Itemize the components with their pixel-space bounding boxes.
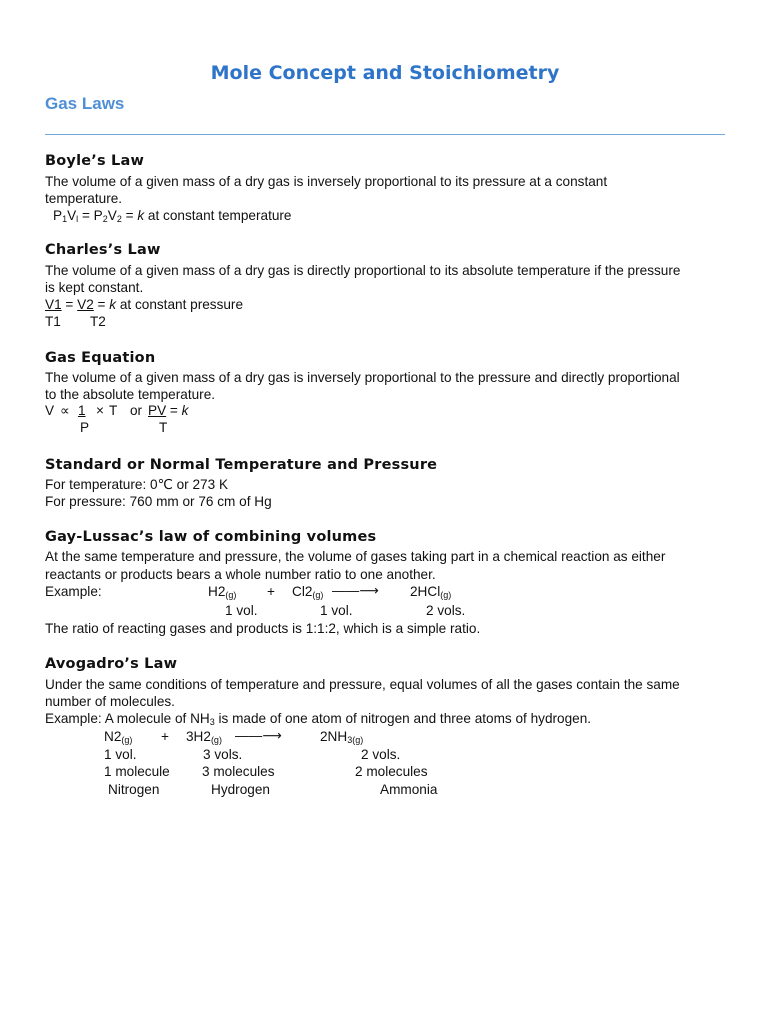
boyle-text-line-2: temperature. [45, 191, 123, 206]
gas-equation-denominator-p: P [80, 420, 90, 435]
avogadro-example: Example: A molecule of $NH_3$ is made of one atom of nitrogen and three atoms of hydrogen. [45, 711, 592, 727]
gas-equation-or: or [130, 403, 143, 418]
gay-lussac-product: 2HCl$_{(g)}$ [410, 584, 452, 600]
avogadro-product: $2NH_{3(g)}$ [320, 729, 364, 745]
avogadro-name-nitrogen: Nitrogen [108, 782, 160, 797]
charles-text-line-2: is kept constant. [45, 280, 144, 295]
gas-equation-denominator-t: T [159, 420, 168, 435]
stp-pressure: For pressure: 760 mm or 76 cm of Hg [45, 494, 272, 509]
avogadro-heading: Avogadro’s Law [45, 656, 178, 672]
document-title: Mole Concept and Stoichiometry [210, 62, 560, 84]
avogadro-molecules-3: 2 molecules [355, 764, 428, 779]
gay-lussac-reactant-1: $H2_{(g)}$ [208, 584, 237, 600]
stp-heading: Standard or Normal Temperature and Pressure [45, 457, 438, 473]
gas-equation-pv-fraction: PV = k [148, 403, 189, 418]
gay-lussac-example-label: Example: [45, 584, 102, 599]
avogadro-plus: + [161, 729, 169, 744]
gay-lussac-reactant-2: $Cl2_{(g)}$ [292, 584, 324, 600]
avogadro-reactant-1: $N2_{(g)}$ [104, 729, 133, 745]
avogadro-volume-3: 2 vols. [361, 747, 401, 762]
avogadro-volume-1: 1 vol. [104, 747, 137, 762]
avogadro-text-line-2: number of molecules. [45, 694, 175, 709]
section-subtitle: Gas Laws [45, 94, 125, 113]
gas-equation-one: 1 [78, 403, 86, 418]
gas-equation-v: V [45, 403, 55, 418]
boyle-heading: Boyle’s Law [45, 153, 145, 169]
gas-equation-text-line-1: The volume of a given mass of a dry gas is inversely proportional to the pressure and directly proportional [45, 370, 680, 385]
gas-equation-heading: Gas Equation [45, 350, 156, 366]
avogadro-text-line-1: Under the same conditions of temperature and pressure, equal volumes of all the gases contain the same [45, 677, 680, 692]
charles-equation: V1 = V2 = k at constant pressure [45, 297, 244, 312]
charles-text-line-1: The volume of a given mass of a dry gas is directly proportional to its absolute temperature if the pressure [45, 263, 681, 278]
gay-lussac-volume-2: 1 vol. [320, 603, 353, 618]
avogadro-volume-2: 3 vols. [203, 747, 243, 762]
boyle-equation: $P_1V_l = P_2V_2 = k$ at constant temperature [53, 208, 292, 224]
gay-lussac-ratio: The ratio of reacting gases and products is 1:1:2, which is a simple ratio. [45, 621, 481, 636]
avogadro-reaction-arrow: ——⟶ [235, 728, 282, 743]
charles-denominator-2: T2 [90, 314, 106, 329]
avogadro-molecules-1: 1 molecule [104, 764, 170, 779]
avogadro-name-ammonia: Ammonia [380, 782, 438, 797]
avogadro-reactant-2: $3H2_{(g)}$ [186, 729, 222, 745]
reaction-arrow: ——⟶ [332, 583, 379, 598]
charles-heading: Charles’s Law [45, 242, 161, 258]
boyle-text-line-1: The volume of a given mass of a dry gas is inversely proportional to its pressure at a constant [45, 174, 608, 189]
stp-temperature: For temperature: 0℃ or 273 K [45, 477, 229, 492]
times-symbol: × [96, 403, 104, 418]
avogadro-molecules-2: 3 molecules [202, 764, 275, 779]
gay-lussac-text-line-1: At the same temperature and pressure, the volume of gases taking part in a chemical reaction as either [45, 549, 666, 564]
gas-equation-text-line-2: to the absolute temperature. [45, 387, 216, 402]
gay-lussac-heading: Gay-Lussac’s law of combining volumes [45, 529, 377, 545]
gay-lussac-plus: + [267, 584, 275, 599]
proportional-symbol: ∝ [60, 403, 70, 418]
gas-equation-t: T [109, 403, 118, 418]
gay-lussac-volume-3: 2 vols. [426, 603, 466, 618]
charles-denominator-1: T1 [45, 314, 61, 329]
gay-lussac-volume-1: 1 vol. [225, 603, 258, 618]
gay-lussac-text-line-2: reactants or products bears a whole number ratio to one another. [45, 567, 436, 582]
horizontal-divider [45, 134, 725, 135]
avogadro-name-hydrogen: Hydrogen [211, 782, 270, 797]
